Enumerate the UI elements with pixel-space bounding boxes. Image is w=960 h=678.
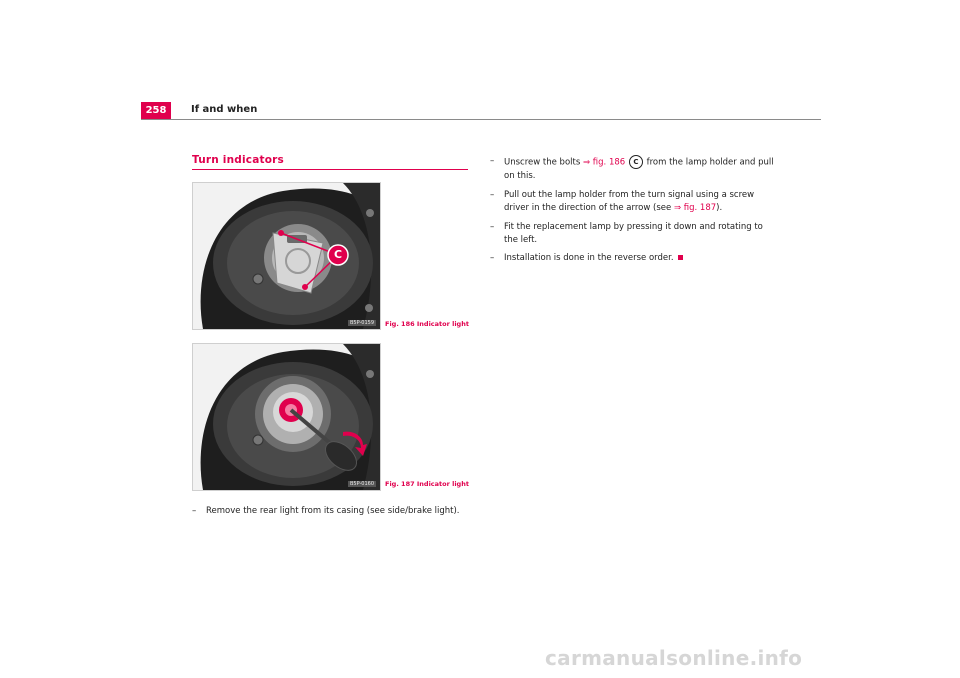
page-number: 258 (141, 102, 171, 119)
figure-reference-link[interactable]: ⇒ fig. 186 (582, 157, 626, 168)
step-dash: – (490, 156, 495, 166)
step-unscrew (490, 155, 775, 183)
step-text-part: Unscrew the bolts (504, 157, 581, 168)
figure-186-image (192, 182, 381, 330)
step-text-part: from the lamp holder and pull on this. (504, 157, 774, 181)
step-text (490, 252, 775, 265)
section-rule (192, 169, 468, 170)
end-of-section-marker (678, 255, 683, 260)
step-text (490, 155, 775, 183)
figure-caption: Fig. 187 Indicator light (385, 480, 469, 488)
step-install (490, 252, 775, 265)
figure-caption: Fig. 186 Indicator light (385, 320, 469, 328)
step-text: Remove the rear light from its casing (see side/brake light). (206, 506, 460, 516)
callout-c-label: C (333, 248, 343, 261)
figure-code: B5P-0160 (349, 481, 374, 487)
step-dash: – (490, 190, 495, 200)
step-dash: – (490, 253, 495, 263)
watermark: carmanualsonline.info (545, 646, 803, 670)
callout-c-badge: C (629, 155, 643, 169)
step-text: Fit the replacement lamp by pressing it down and rotating to the left. (504, 222, 763, 245)
step-remove-light (192, 505, 492, 518)
step-dash: – (192, 506, 197, 516)
figure-reference-link[interactable]: ⇒ fig. 187 (673, 203, 717, 213)
section-title: Turn indicators (192, 154, 284, 166)
running-head: If and when (191, 104, 258, 115)
figure-code: B5P-0159 (349, 320, 374, 326)
header-rule (141, 119, 821, 120)
step-dash: – (490, 222, 495, 232)
figure-187-image (192, 343, 381, 491)
step-text-part: ). (716, 203, 723, 213)
step-pull-out (490, 189, 775, 215)
step-fit (490, 221, 775, 247)
step-text-part: Installation is done in the reverse order. (504, 253, 674, 263)
step-text-part: Pull out the lamp holder from the turn signal using a screw driver in the direction of the arrow (see (504, 190, 755, 213)
step-text (490, 189, 775, 215)
